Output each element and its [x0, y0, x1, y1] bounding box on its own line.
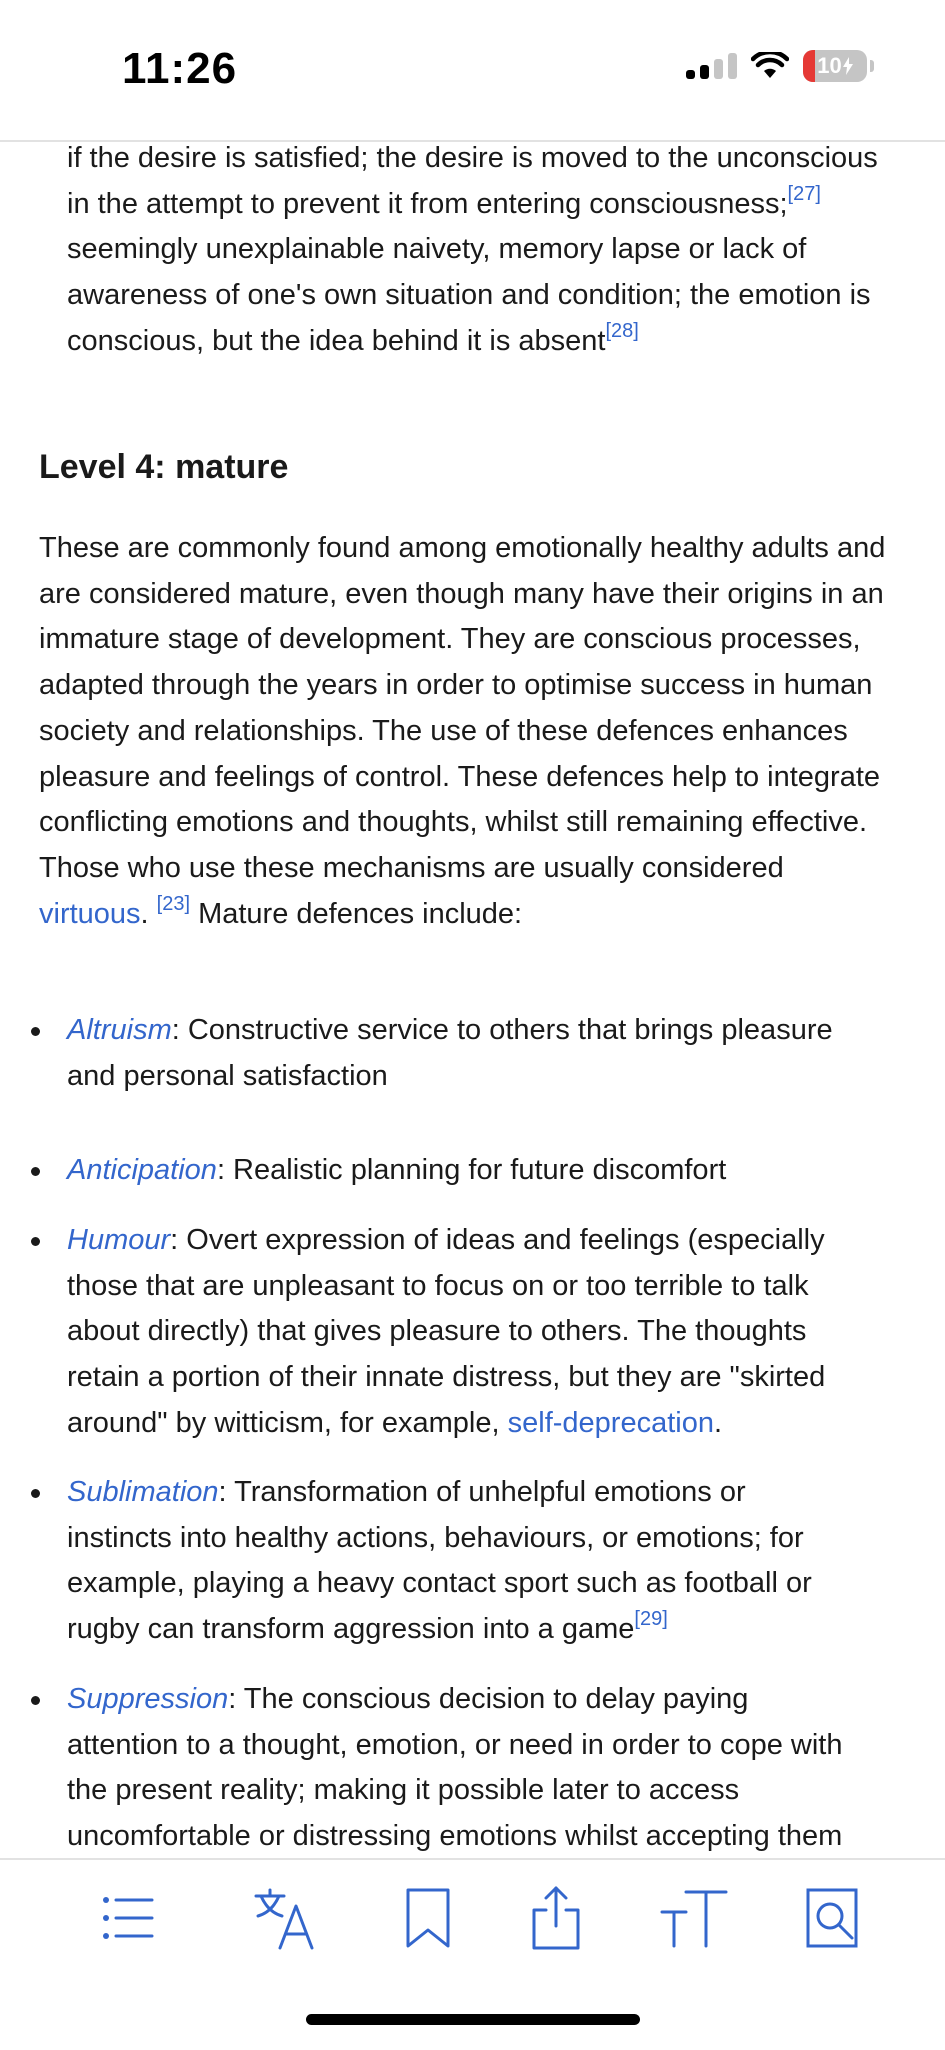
paragraph-text: These are commonly found among emotionally healthy adults and are considered mature, even though many have their origins in an immature stage of development. They are conscious processes, adapted through the years in order to optimise success in human society and relationships. The use of these defences enhances pleasure and feelings of control. These defences help to integrate conflicting emotions and thoughts, whilst still remaining effective. Those who use these mechanisms are usually considered [39, 532, 886, 884]
defence-description: : Overt expression of ideas and feelings (especially those that are unpleasant to focus on or too terrible to talk about directly) that gives pleasure to others. The thoughts retain a portion of their innate distress, but they are "skirted around" by witticism, for example, [67, 1224, 826, 1439]
status-bar [0, 0, 945, 142]
language-icon[interactable] [250, 1882, 322, 1954]
bullet [31, 1696, 40, 1705]
wifi-icon [751, 52, 789, 80]
charging-bolt-icon [843, 57, 853, 75]
reference-link[interactable]: [27] [787, 182, 821, 205]
battery-level-fill [803, 50, 815, 82]
defence-term-link[interactable]: Humour [67, 1224, 171, 1256]
paragraph-text: . [140, 897, 157, 930]
virtuous-link[interactable]: virtuous [39, 897, 141, 930]
clock: 11:26 [122, 44, 238, 93]
self-deprecation-link[interactable]: self-deprecation [507, 1406, 714, 1439]
defence-term-link[interactable]: Suppression [67, 1683, 229, 1715]
reference-link[interactable]: [29] [634, 1608, 668, 1631]
find-in-page-icon[interactable] [796, 1882, 868, 1954]
reference-link[interactable]: [23] [156, 892, 191, 915]
previous-list-item-continuation [67, 136, 901, 365]
intro-paragraph [39, 526, 901, 937]
bullet [31, 1237, 40, 1246]
section-heading: Level 4: mature [39, 448, 289, 486]
battery-icon [803, 50, 867, 82]
battery-level: 10 [817, 53, 842, 78]
paragraph-text: Mature defences include: [190, 897, 523, 930]
reference-link[interactable]: [28] [605, 319, 639, 342]
contents-icon[interactable] [92, 1882, 164, 1954]
text-size-icon[interactable] [658, 1882, 730, 1954]
bullet [31, 1167, 40, 1176]
defence-term-link[interactable]: Sublimation [67, 1476, 219, 1508]
status-icons [686, 50, 867, 82]
article-content[interactable] [0, 136, 945, 1856]
bookmark-icon[interactable] [392, 1882, 464, 1954]
bullet [31, 1489, 40, 1498]
defence-description: : Transformation of unhelpful emotions or instincts into healthy actions, behaviours, or emotions; for example, playing a heavy contact sport such as football or rugby can transform aggression into a game [67, 1476, 812, 1646]
defence-description: : The conscious decision to delay paying attention to a thought, emotion, or need in order to cope with the present reality; making it possible later to access uncomfortable or distressing emotions whilst accepting them [67, 1683, 843, 1853]
defence-term-link[interactable]: Anticipation [67, 1154, 217, 1186]
defence-term-link[interactable]: Altruism [67, 1014, 172, 1046]
defence-description: : Realistic planning for future discomfort [216, 1154, 727, 1186]
defence-description: : Constructive service to others that brings pleasure and personal satisfaction [67, 1014, 833, 1092]
home-indicator[interactable] [306, 2014, 640, 2025]
cellular-signal-icon [686, 53, 737, 79]
defence-description: . [713, 1406, 723, 1439]
bullet [31, 1027, 40, 1036]
continued-text: seemingly unexplainable naivety, memory lapse or lack of awareness of one's own situation and condition; the emotion is conscious, but the idea behind it is absent [67, 233, 871, 357]
continued-text: if the desire is satisfied; the desire is moved to the unconscious in the attempt to prevent it from entering consciousness; [67, 142, 878, 220]
share-icon[interactable] [520, 1882, 592, 1954]
